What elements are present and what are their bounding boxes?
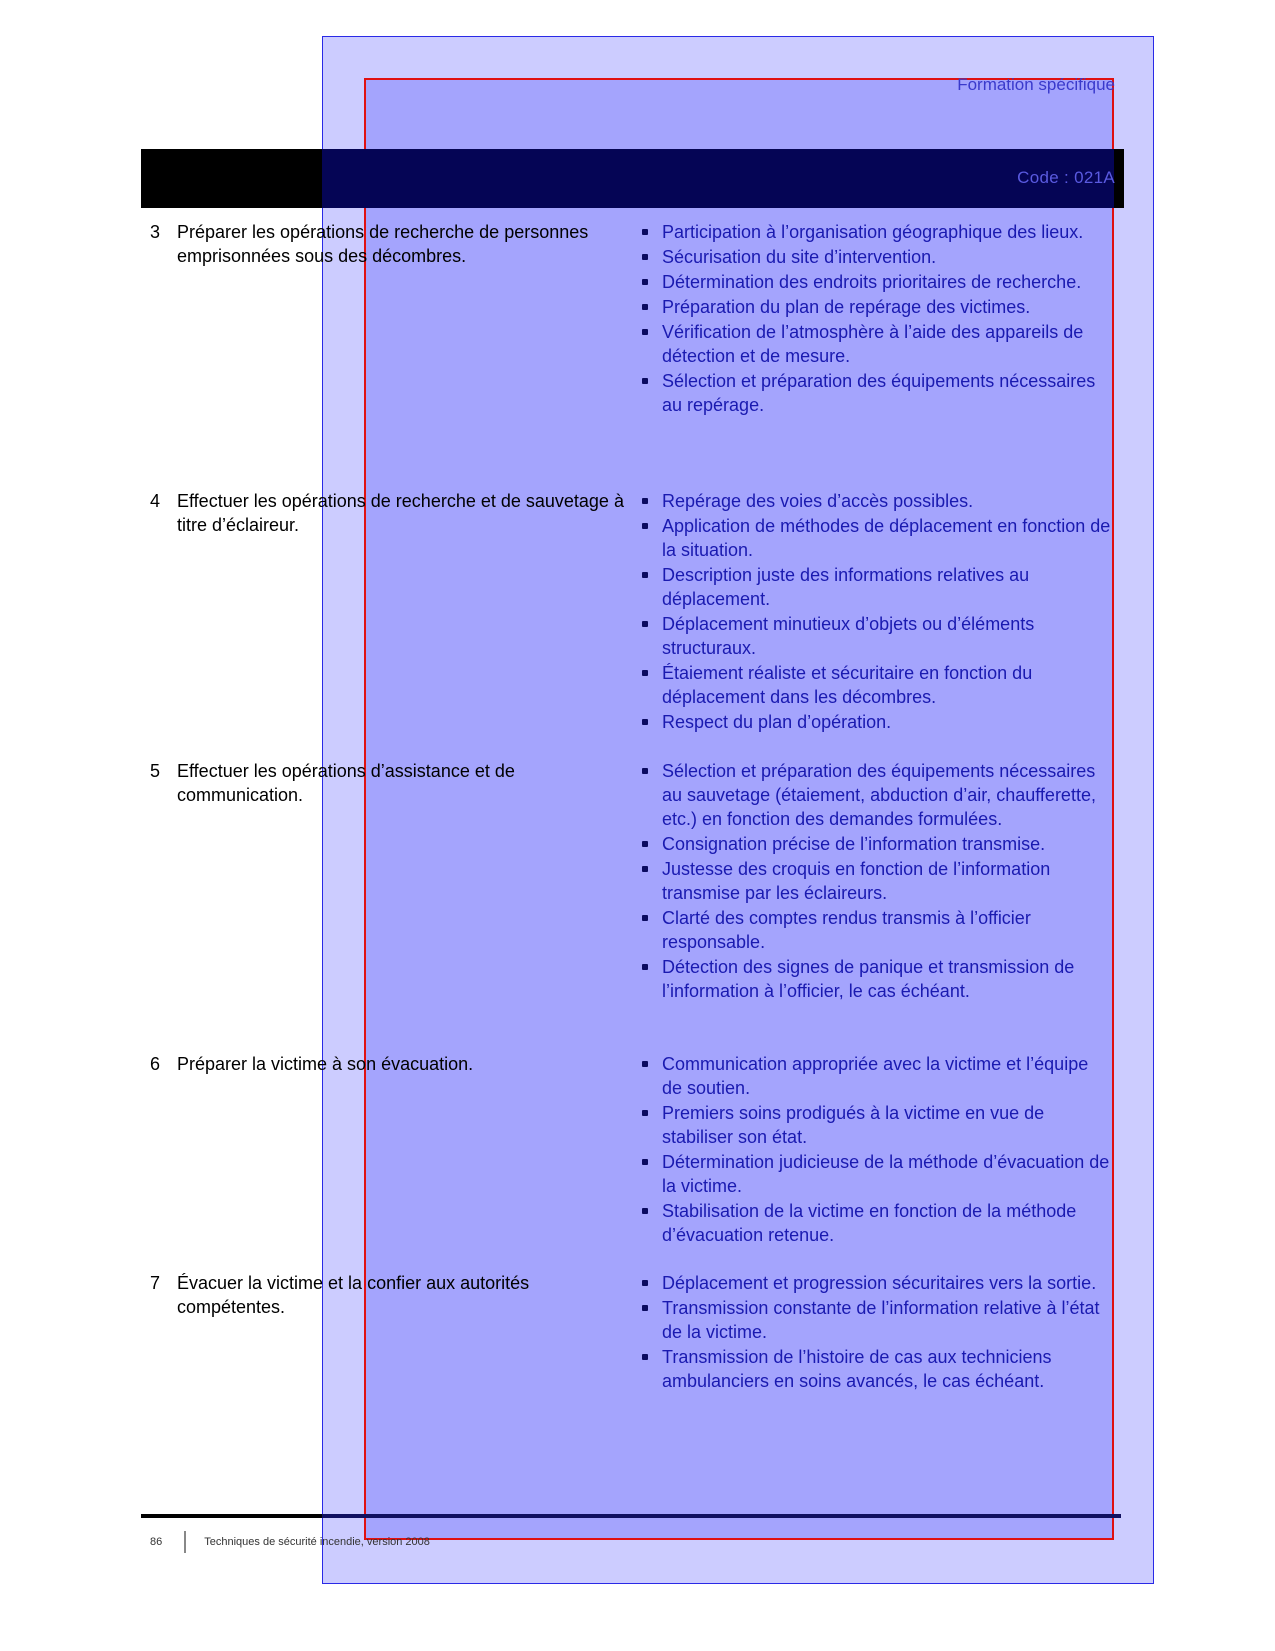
- task-text: Préparer les opérations de recherche de personnes emprisonnées sous des décombres.: [177, 222, 589, 266]
- criterion-item: Application de méthodes de déplacement en fonction de la situation.: [642, 514, 1112, 562]
- bullet-icon: [642, 523, 648, 529]
- task-number: 7: [150, 1273, 161, 1293]
- page-footer: [150, 1531, 430, 1553]
- criterion-item: Stabilisation de la victime en fonction de la méthode d’évacuation retenue.: [642, 1199, 1112, 1247]
- criterion-item: Description juste des informations relatives au déplacement.: [642, 563, 1112, 611]
- criterion-item: Vérification de l’atmosphère à l’aide des appareils de détection et de mesure.: [642, 320, 1112, 368]
- bullet-icon: [642, 768, 648, 774]
- criterion-item: Sélection et préparation des équipements nécessaires au repérage.: [642, 369, 1112, 417]
- document-title: Techniques de sécurité incendie, version 2008: [204, 1535, 430, 1548]
- bullet-icon: [642, 1110, 648, 1116]
- criterion-item: Communication appropriée avec la victime et l’équipe de soutien.: [642, 1052, 1112, 1100]
- bullet-icon: [642, 1208, 648, 1214]
- criteria-list: [642, 220, 1112, 418]
- bullet-icon: [642, 254, 648, 260]
- task-number: 5: [150, 761, 161, 781]
- criterion-item: Préparation du plan de repérage des victimes.: [642, 295, 1112, 319]
- criterion-item: Détection des signes de panique et transmission de l’information à l’officier, le cas échéant.: [642, 955, 1112, 1003]
- footer-separator: [184, 1531, 186, 1553]
- criterion-item: Participation à l’organisation géographique des lieux.: [642, 220, 1112, 244]
- task-6: [150, 1052, 640, 1076]
- task-number: 3: [150, 222, 161, 242]
- criterion-item: Déplacement minutieux d’objets ou d’éléments structuraux.: [642, 612, 1112, 660]
- criterion-item: Transmission de l’histoire de cas aux techniciens ambulanciers en soins avancés, le cas échéant.: [642, 1345, 1112, 1393]
- section-title: Formation spécifique: [957, 75, 1115, 94]
- criterion-item: Consignation précise de l’information transmise.: [642, 832, 1112, 856]
- task-text: Évacuer la victime et la confier aux autorités compétentes.: [177, 1273, 530, 1317]
- bullet-icon: [642, 1061, 648, 1067]
- bullet-icon: [642, 304, 648, 310]
- bullet-icon: [642, 279, 648, 285]
- criterion-item: Sélection et préparation des équipements nécessaires au sauvetage (étaiement, abduction d’air, chaufferette, etc.) en fonction des demandes formulées.: [642, 759, 1112, 831]
- footer-rule-overlay: [322, 1514, 1121, 1518]
- criterion-item: Clarté des comptes rendus transmis à l’officier responsable.: [642, 906, 1112, 954]
- task-number: 4: [150, 491, 161, 511]
- bullet-icon: [642, 1305, 648, 1311]
- criterion-item: Respect du plan d’opération.: [642, 710, 1112, 734]
- bullet-icon: [642, 572, 648, 578]
- criterion-item: Premiers soins prodigués à la victime en vue de stabiliser son état.: [642, 1101, 1112, 1149]
- bullet-icon: [642, 229, 648, 235]
- bullet-icon: [642, 498, 648, 504]
- criterion-item: Sécurisation du site d’intervention.: [642, 245, 1112, 269]
- bullet-icon: [642, 621, 648, 627]
- program-code: Code : 021A: [1017, 168, 1115, 187]
- task-3: [150, 220, 640, 268]
- criteria-list: [642, 1052, 1112, 1248]
- task-text: Effectuer les opérations d’assistance et de communication.: [177, 761, 515, 805]
- criteria-list: [642, 759, 1112, 1004]
- criterion-item: Justesse des croquis en fonction de l’information transmise par les éclaireurs.: [642, 857, 1112, 905]
- criterion-item: Détermination des endroits prioritaires de recherche.: [642, 270, 1112, 294]
- page-number: 86: [150, 1535, 163, 1548]
- criterion-item: Étaiement réaliste et sécuritaire en fonction du déplacement dans les décombres.: [642, 661, 1112, 709]
- bullet-icon: [642, 719, 648, 725]
- task-5: [150, 759, 640, 807]
- bullet-icon: [642, 866, 648, 872]
- bullet-icon: [642, 670, 648, 676]
- header-band-overlay: [322, 149, 1114, 208]
- criterion-item: Détermination judicieuse de la méthode d’évacuation de la victime.: [642, 1150, 1112, 1198]
- bullet-icon: [642, 841, 648, 847]
- bullet-icon: [642, 915, 648, 921]
- criterion-item: Transmission constante de l’information relative à l’état de la victime.: [642, 1296, 1112, 1344]
- task-text: Préparer la victime à son évacuation.: [177, 1054, 474, 1074]
- bullet-icon: [642, 378, 648, 384]
- task-4: [150, 489, 640, 537]
- task-number: 6: [150, 1054, 161, 1074]
- bullet-icon: [642, 1354, 648, 1360]
- footer-rule: [141, 1514, 1121, 1518]
- criteria-list: [642, 1271, 1112, 1394]
- bullet-icon: [642, 1280, 648, 1286]
- criterion-item: Repérage des voies d’accès possibles.: [642, 489, 1112, 513]
- bullet-icon: [642, 1159, 648, 1165]
- task-7: [150, 1271, 640, 1319]
- criteria-list: [642, 489, 1112, 735]
- task-text: Effectuer les opérations de recherche et de sauvetage à titre d’éclaireur.: [177, 491, 624, 535]
- bullet-icon: [642, 964, 648, 970]
- bullet-icon: [642, 329, 648, 335]
- criterion-item: Déplacement et progression sécuritaires vers la sortie.: [642, 1271, 1112, 1295]
